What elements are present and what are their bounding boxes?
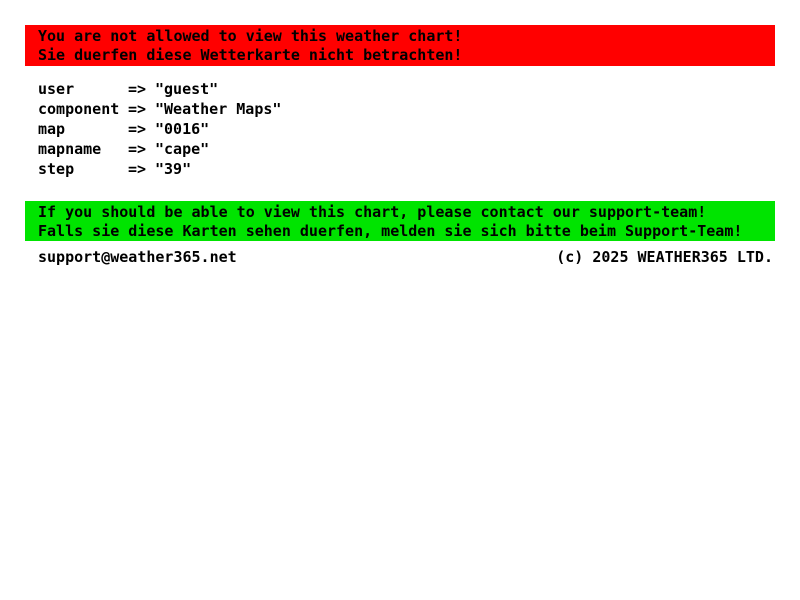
detail-value: "cape"	[155, 140, 210, 158]
arrow-glyph: =>	[128, 100, 147, 118]
support-info-line-en: If you should be able to view this chart, please contact our support-team!	[38, 203, 707, 221]
support-info-line-de: Falls sie diese Karten sehen duerfen, melden sie sich bitte beim Support-Team!	[38, 222, 743, 240]
detail-key: user	[38, 80, 75, 98]
detail-key: step	[38, 160, 75, 178]
arrow-glyph: =>	[128, 80, 147, 98]
detail-value: "0016"	[155, 120, 210, 138]
support-email: support@weather365.net	[38, 248, 237, 266]
detail-key: mapname	[38, 140, 102, 158]
copyright-text: (c) 2025 WEATHER365 LTD.	[556, 248, 773, 266]
detail-key: component	[38, 100, 120, 118]
arrow-glyph: =>	[128, 120, 147, 138]
detail-row-component	[38, 99, 281, 119]
detail-row-user	[38, 79, 281, 99]
support-info-banner	[25, 201, 775, 241]
detail-value: "Weather Maps"	[155, 100, 282, 118]
arrow-glyph: =>	[128, 160, 147, 178]
error-banner-line-de: Sie duerfen diese Wetterkarte nicht betrachten!	[38, 46, 463, 64]
detail-row-map	[38, 119, 281, 139]
detail-row-mapname	[38, 139, 281, 159]
detail-row-step	[38, 159, 281, 179]
error-banner-line-en: You are not allowed to view this weather chart!	[38, 27, 463, 45]
footer	[38, 248, 773, 267]
detail-value: "guest"	[155, 80, 219, 98]
error-banner	[25, 25, 775, 66]
arrow-glyph: =>	[128, 140, 147, 158]
request-details	[38, 79, 281, 179]
detail-key: map	[38, 120, 66, 138]
detail-value: "39"	[155, 160, 192, 178]
